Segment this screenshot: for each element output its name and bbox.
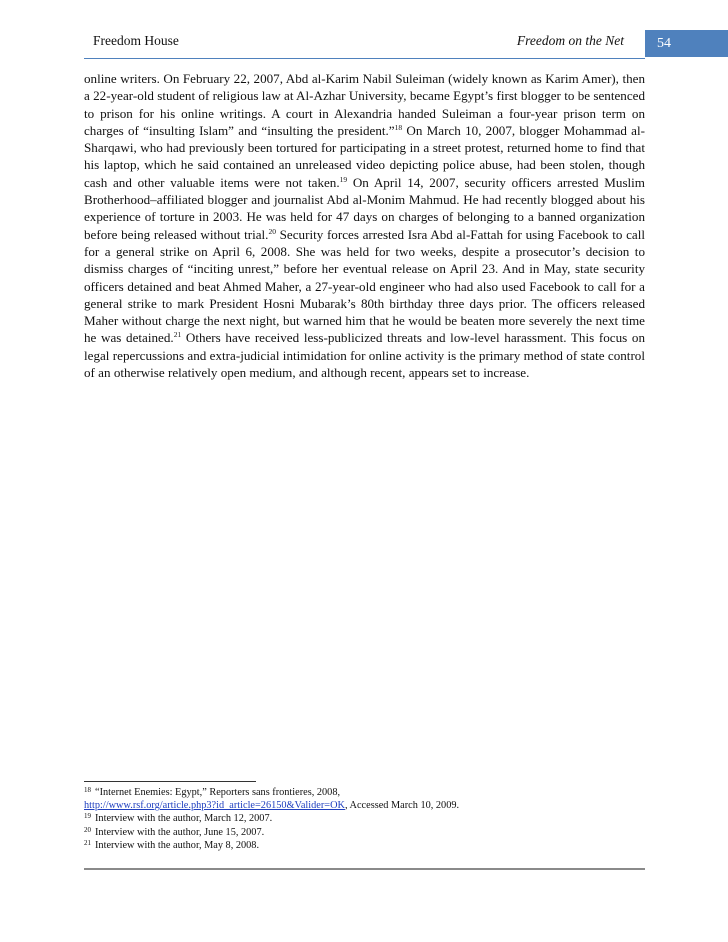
body-sentence: online writers. On February 22, 2007, Abd al-Karim Nabil Suleiman (widely known as Karim Amer), then a 22-year-old student of religious law at Al-Azhar University, became Egypt’s first blogger to be sentenced to prison for his online writings. A court in Alexandria handed Suleiman a four-year prison term on charges of “insulting Islam” and “insulting the president.”: [84, 71, 645, 138]
body-sentence: Security forces arrested Isra Abd al-Fattah for using Facebook to call for a general strike on April 6, 2008. She was held for two weeks, despite a prosecutor’s decision to dismiss charges of “inciting unrest,” before her eventual release on April 23. And in May, state security officers detained and beat Ahmed Maher, a 27-year-old engineer who had also used Facebook to call for a general strike to mark President Hosni Mubarak’s 80th birthday three days prior. The officers released Maher without charge the next night, but warned him that he would be beaten more severely the next time he was detained.: [84, 226, 645, 346]
footnote-text: , Accessed March 10, 2009.: [344, 800, 460, 812]
footnote-separator: [84, 781, 256, 782]
footer-divider: [84, 868, 645, 870]
footnote-text: “Internet Enemies: Egypt,” Reporters sans frontieres, 2008,: [95, 787, 341, 798]
footnote-18: [84, 786, 645, 799]
footnote-number: 20: [84, 825, 91, 834]
footnote-20: [84, 826, 645, 839]
header-publication-title: Freedom on the Net: [516, 33, 624, 48]
footnote-ref-18[interactable]: 18: [394, 122, 403, 132]
header-org-name: Freedom House: [93, 33, 179, 48]
body-sentence: On March 10, 2007, blogger Mohammad al-Sharqawi, who had previously been tortured for participating in a street protest, returned home to find that his laptop, which he said contained an unreleased video depicting police abuse, had been stolen, though cash and other valuable items were not taken.: [84, 122, 645, 190]
footnote-21: [84, 839, 645, 852]
footnote-18-continued: [84, 799, 645, 812]
header-divider: [84, 58, 645, 59]
footnote-ref-20[interactable]: 20: [268, 226, 276, 236]
footnote-text: Interview with the author, May 8, 2008.: [95, 839, 260, 851]
body-sentence: On April 14, 2007, security officers arrested Muslim Brotherhood–affiliated blogger and journalist Abd al-Monim Mahmud. He had recently blogged about his experience of torture in 2003. He was held for 47 days on charges of belonging to a banned organization before being released without trial.: [84, 174, 645, 242]
body-paragraph: [84, 70, 645, 381]
footnote-19: [84, 812, 645, 825]
running-header: [84, 33, 644, 53]
footnote-number: 18: [84, 786, 91, 794]
footnote-ref-19[interactable]: 19: [339, 174, 348, 184]
footnotes: [84, 786, 645, 852]
footnote-text: Interview with the author, March 12, 2007.: [95, 813, 273, 825]
footnote-number: 21: [84, 838, 91, 847]
footnote-link[interactable]: http://www.rsf.org/article.php3?id_article=26150&Valider=OK: [84, 800, 345, 812]
footnote-number: 19: [84, 812, 91, 821]
footnote-text: Interview with the author, June 15, 2007.: [95, 826, 265, 838]
footnote-ref-21[interactable]: 21: [173, 330, 182, 340]
page-number: 54: [645, 30, 728, 57]
body-sentence: Others have received less-publicized threats and low-level harassment. This focus on legal repercussions and extra-judicial intimidation for online activity is the primary method of state control of an otherwise relatively open medium, and although recent, appears set to increase.: [84, 330, 645, 381]
